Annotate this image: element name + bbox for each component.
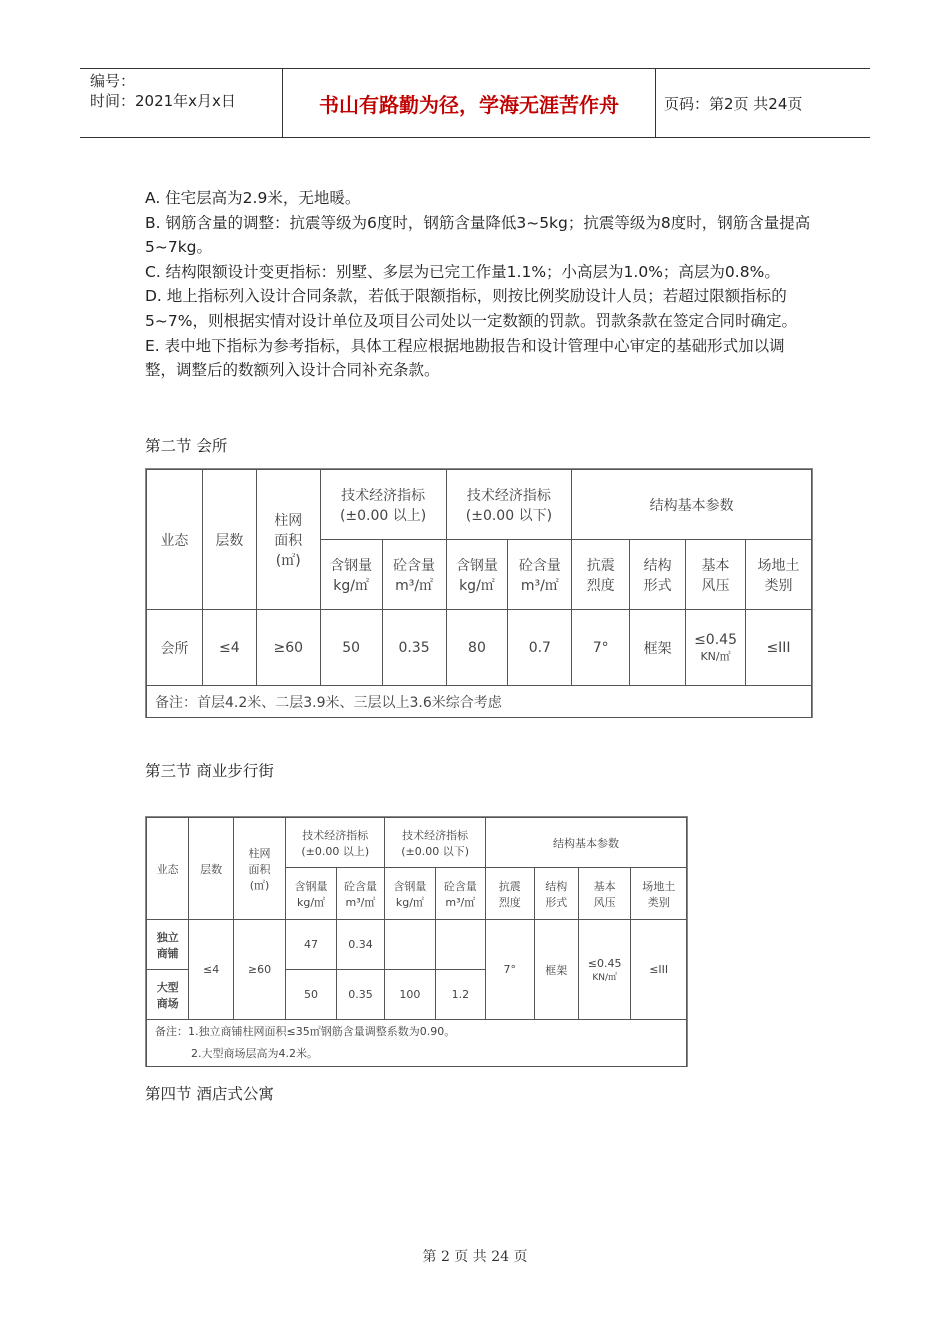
steel-label: 含钢量 <box>330 557 373 574</box>
wind-label2: 风压 <box>593 895 616 909</box>
header-wind <box>578 868 630 920</box>
steel-label: 含钢量 <box>393 879 427 893</box>
type-shop-line2: 商铺 <box>156 946 179 960</box>
header-above-label: (±0.00 以上) <box>301 844 370 858</box>
header-steel <box>286 868 336 920</box>
structure-label: 结构 <box>643 557 672 574</box>
wind-unit: KN/㎡ <box>700 649 731 663</box>
body-paragraphs <box>145 186 815 383</box>
header-floors: 层数 <box>189 818 233 920</box>
cell-steel-above-mall: 50 <box>286 970 336 1020</box>
soil-label2: 类别 <box>764 577 793 594</box>
cell-soil: ≤III <box>631 920 687 1020</box>
header-steel <box>385 868 435 920</box>
header-area-unit: (㎡) <box>275 552 301 569</box>
header-above-label: (±0.00 以上) <box>339 507 427 524</box>
cell-floors: ≤4 <box>202 610 256 686</box>
wind-value: ≤0.45 <box>587 956 622 970</box>
paragraph-c: C. 结构限额设计变更指标：别墅、多层为已完工作量1.1%；小高层为1.0%；高层为0.8%。 <box>145 262 780 281</box>
seismic-label: 抗震 <box>498 879 521 893</box>
cell-steel-above-shop: 47 <box>286 920 336 970</box>
header-steel <box>320 540 382 610</box>
time-label: 时间：2021年x月x日 <box>90 92 236 110</box>
header-structure <box>630 540 686 610</box>
wind-unit: KN/㎡ <box>592 972 617 983</box>
paragraph-a: A. 住宅层高为2.9米，无地暖。 <box>145 189 361 207</box>
cell-soil: ≤III <box>746 610 812 686</box>
table-note <box>147 1020 687 1067</box>
steel-unit: kg/㎡ <box>459 577 495 594</box>
cell-type: 会所 <box>147 610 203 686</box>
cell-type-mall <box>147 970 189 1020</box>
cell-structure: 框架 <box>534 920 578 1020</box>
cell-concrete-below-shop <box>435 920 485 970</box>
page-header <box>80 68 870 138</box>
header-tech-label: 技术经济指标 <box>466 487 551 504</box>
wind-label2: 风压 <box>701 577 730 594</box>
header-tech-label: 技术经济指标 <box>302 828 369 842</box>
serial-label: 编号： <box>90 72 136 90</box>
cell-concrete-above-shop: 0.34 <box>336 920 384 970</box>
concrete-label: 砼含量 <box>343 879 377 893</box>
cell-concrete-above-mall: 0.35 <box>336 970 384 1020</box>
header-grid-label: 柱网 <box>274 512 303 529</box>
header-below-label: (±0.00 以下) <box>401 844 470 858</box>
header-struct: 结构基本参数 <box>486 818 687 868</box>
wind-label: 基本 <box>701 557 730 574</box>
table-note-line2: 2.大型商场层高为4.2米。 <box>191 1047 318 1060</box>
section-title-commercial-street: 第三节 商业步行街 <box>145 762 274 780</box>
header-concrete <box>435 868 485 920</box>
table-note-line1: 备注：1.独立商铺柱网面积≤35㎡钢筋含量调整系数为0.90。 <box>155 1025 456 1038</box>
header-grid-label: 柱网 <box>248 846 271 860</box>
steel-label: 含钢量 <box>455 557 498 574</box>
type-shop-line1: 独立 <box>156 930 179 944</box>
cell-structure: 框架 <box>630 610 686 686</box>
header-meta <box>80 69 282 137</box>
concrete-unit: m³/㎡ <box>395 577 434 594</box>
header-area-label: 面积 <box>274 532 303 549</box>
header-type: 业态 <box>147 818 189 920</box>
header-page-number: 页码：第2页 共24页 <box>664 94 803 113</box>
header-concrete <box>382 540 446 610</box>
concrete-label: 砼含量 <box>393 557 436 574</box>
header-grid-area <box>256 470 320 610</box>
cell-steel-below-mall: 100 <box>385 970 435 1020</box>
header-tech-below <box>446 470 572 540</box>
commercial-street-table <box>145 816 688 1067</box>
header-structure <box>534 868 578 920</box>
header-tech-label: 技术经济指标 <box>402 828 469 842</box>
cell-wind <box>686 610 746 686</box>
header-type: 业态 <box>147 470 203 610</box>
structure-label2: 形式 <box>545 895 568 909</box>
header-wind <box>686 540 746 610</box>
seismic-label2: 烈度 <box>586 577 615 594</box>
header-struct: 结构基本参数 <box>572 470 812 540</box>
cell-type-shop <box>147 920 189 970</box>
section-title-clubhouse: 第二节 会所 <box>145 437 228 455</box>
header-seismic <box>572 540 630 610</box>
header-floors: 层数 <box>202 470 256 610</box>
cell-grid-area: ≥60 <box>256 610 320 686</box>
section-title-apartment: 第四节 酒店式公寓 <box>145 1085 274 1103</box>
concrete-label: 砼含量 <box>518 557 561 574</box>
header-tech-above <box>286 818 385 868</box>
steel-unit: kg/㎡ <box>395 895 424 909</box>
header-area-label: 面积 <box>248 862 271 876</box>
concrete-label: 砼含量 <box>443 879 477 893</box>
structure-label: 结构 <box>545 879 568 893</box>
table-note: 备注：首层4.2米、二层3.9米、三层以上3.6米综合考虑 <box>147 686 812 718</box>
header-tech-below <box>385 818 486 868</box>
header-below-label: (±0.00 以下) <box>465 507 553 524</box>
steel-label: 含钢量 <box>294 879 328 893</box>
concrete-unit: m³/㎡ <box>520 577 559 594</box>
soil-label2: 类别 <box>647 895 670 909</box>
seismic-label2: 烈度 <box>498 895 521 909</box>
seismic-label: 抗震 <box>586 557 615 574</box>
type-mall-line1: 大型 <box>156 980 179 994</box>
cell-steel-below-shop <box>385 920 435 970</box>
header-tech-above <box>320 470 446 540</box>
header-seismic <box>486 868 534 920</box>
type-mall-line2: 商场 <box>156 996 179 1010</box>
cell-steel-above: 50 <box>320 610 382 686</box>
cell-seismic: 7° <box>486 920 534 1020</box>
paragraph-d: D. 地上指标列入设计合同条款，若低于限额指标，则按比例奖励设计人员；若超过限额指标的5~7%，则根据实情对设计单位及项目公司处以一定数额的罚款。罚款条款在签定合同时确定。 <box>145 287 797 330</box>
cell-seismic: 7° <box>572 610 630 686</box>
header-concrete <box>336 868 384 920</box>
steel-unit: kg/㎡ <box>296 895 326 909</box>
cell-floors: ≤4 <box>189 920 233 1020</box>
clubhouse-table <box>145 468 813 718</box>
paragraph-b: B. 钢筋含量的调整：抗震等级为6度时，钢筋含量降低3~5kg；抗震等级为8度时，钢筋含量提高5~7kg。 <box>145 213 811 257</box>
concrete-unit: m³/㎡ <box>345 895 376 909</box>
header-steel <box>446 540 508 610</box>
header-area-unit: (㎡) <box>249 878 270 892</box>
steel-unit: kg/㎡ <box>333 577 369 594</box>
concrete-unit: m³/㎡ <box>445 895 476 909</box>
header-tech-label: 技术经济指标 <box>341 487 426 504</box>
structure-label2: 形式 <box>643 577 672 594</box>
header-grid-area <box>233 818 285 920</box>
page-footer: 第 2 页 共 24 页 <box>422 1249 528 1265</box>
header-concrete <box>508 540 572 610</box>
paragraph-e: E. 表中地下指标为参考指标，具体工程应根据地勘报告和设计管理中心审定的基础形式加以调整，调整后的数额列入设计合同补充条款。 <box>145 336 785 380</box>
cell-wind <box>578 920 630 1020</box>
header-motto: 书山有路勤为径，学海无涯苦作舟 <box>282 69 656 137</box>
wind-value: ≤0.45 <box>694 631 737 648</box>
cell-steel-below: 80 <box>446 610 508 686</box>
soil-label: 场地土 <box>757 557 800 574</box>
cell-grid-area: ≥60 <box>233 920 285 1020</box>
wind-label: 基本 <box>593 879 616 893</box>
cell-concrete-below-mall: 1.2 <box>435 970 485 1020</box>
cell-concrete-above: 0.35 <box>382 610 446 686</box>
header-soil <box>746 540 812 610</box>
header-soil <box>631 868 687 920</box>
soil-label: 场地土 <box>642 879 676 893</box>
cell-concrete-below: 0.7 <box>508 610 572 686</box>
